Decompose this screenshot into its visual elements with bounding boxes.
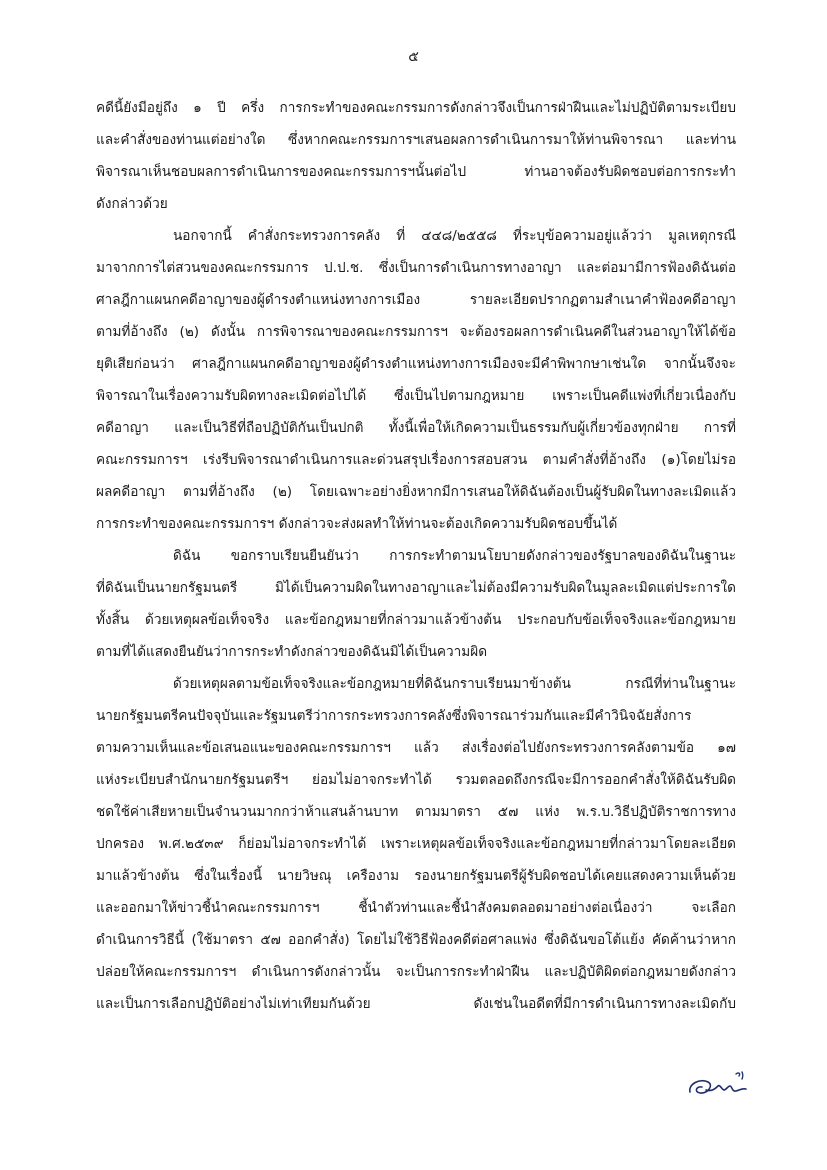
- text-line: มาจากการไต่สวนของคณะกรรมการ ป.ป.ช. ซึ่งเป็นการดำเนินการทางอาญา และต่อมามีการฟ้องดิฉันต่อ: [96, 260, 736, 276]
- text-line: ปล่อยให้คณะกรรมการฯ ดำเนินการดังกล่าวนั้น จะเป็นการกระทำฝ่าฝืน และปฏิบัติผิดต่อกฎหมายดังกล่าว: [96, 964, 736, 980]
- text-line: คณะกรรมการฯ เร่งรีบพิจารณาดำเนินการและด่วนสรุปเรื่องการสอบสวน ตามคำสั่งที่อ้างถึง (๑)โดยไม่รอ: [96, 452, 736, 468]
- text-line: และคำสั่งของท่านแต่อย่างใด ซึ่งหากคณะกรรมการฯเสนอผลการดำเนินการมาให้ท่านพิจารณา และท่าน: [96, 132, 736, 148]
- text-line: ชดใช้ค่าเสียหายเป็นจำนวนมากกว่าห้าแสนล้านบาท ตามมาตรา ๕๗ แห่ง พ.ร.บ.วิธีปฏิบัติราชการทาง: [96, 804, 736, 820]
- paragraph: [96, 540, 736, 668]
- text-line: ด้วยเหตุผลตามข้อเท็จจริงและข้อกฎหมายที่ดิฉันกราบเรียนมาข้างต้น กรณีที่ท่านในฐานะ: [173, 676, 736, 692]
- text-line: คดีนี้ยังมีอยู่ถึง ๑ ปี ครึ่ง การกระทำของคณะกรรมการดังกล่าวจึงเป็นการฝ่าฝืนและไม่ปฏิบัติตามระเบียบ: [96, 100, 736, 116]
- text-line: และออกมาให้ข่าวชี้นำคณะกรรมการฯ ชี้นำตัวท่านและชี้นำสังคมตลอดมาอย่างต่อเนื่องว่า จะเลือก: [96, 900, 736, 916]
- text-line: ศาลฎีกาแผนกคดีอาญาของผู้ดำรงตำแหน่งทางการเมือง รายละเอียดปรากฏตามสำเนาคำฟ้องคดีอาญา: [96, 292, 736, 308]
- paragraph: [96, 668, 736, 1020]
- text-line: แห่งระเบียบสำนักนายกรัฐมนตรีฯ ย่อมไม่อาจกระทำได้ รวมตลอดถึงกรณีจะมีการออกคำสั่งให้ดิฉันรับผิด: [96, 772, 736, 788]
- text-line: ดังกล่าวด้วย: [96, 196, 168, 212]
- text-line: ตามความเห็นและข้อเสนอแนะของคณะกรรมการฯ แล้ว ส่งเรื่องต่อไปยังกระทรวงการคลังตามข้อ ๑๗: [96, 740, 736, 756]
- text-line: ดำเนินการวิธีนี้ (ใช้มาตรา ๕๗ ออกคำสั่ง) โดยไม่ใช้วิธีฟ้องคดีต่อศาลแพ่ง ซึ่งดิฉันขอโต้แย้ง คัดค้านว่าหาก: [96, 932, 736, 948]
- text-line: ยุติเสียก่อนว่า ศาลฎีกาแผนกคดีอาญาของผู้ดำรงตำแหน่งทางการเมืองจะมีคำพิพากษาเช่นใด จากนั้นจึงจะ: [96, 356, 736, 372]
- text-line: นายกรัฐมนตรีคนปัจจุบันและรัฐมนตรีว่าการกระทรวงการคลังซึ่งพิจารณาร่วมกันและมีคำวินิจฉัยสั่งการ: [96, 708, 692, 724]
- text-line: พิจารณาเห็นชอบผลการดำเนินการของคณะกรรมการฯนั้นต่อไป ท่านอาจต้องรับผิดชอบต่อการกระทำ: [96, 164, 736, 180]
- text-line: ที่ดิฉันเป็นนายกรัฐมนตรี มิได้เป็นความผิดในทางอาญาและไม่ต้องมีความรับผิดในมูลละเมิดแต่ประการใด: [96, 580, 736, 596]
- paragraph: [96, 92, 736, 220]
- text-line: ตามที่ได้แสดงยืนยันว่าการกระทำดังกล่าวของดิฉันมิได้เป็นความผิด: [96, 644, 488, 660]
- text-line: และเป็นการเลือกปฏิบัติอย่างไม่เท่าเทียมกันด้วย ดังเช่นในอดีตที่มีการดำเนินการทางละเมิดกับ: [96, 996, 736, 1012]
- body-text: [96, 92, 736, 1020]
- page-number: ๕: [408, 49, 419, 65]
- text-line: มาแล้วข้างต้น ซึ่งในเรื่องนี้ นายวิษณุ เครืองาม รองนายกรัฐมนตรีผู้รับผิดชอบได้เคยแสดงความเห็นด้วย: [96, 868, 736, 884]
- text-line: นอกจากนี้ คำสั่งกระทรวงการคลัง ที่ ๔๔๘/๒๕๕๘ ที่ระบุข้อความอยู่แล้วว่า มูลเหตุกรณี: [173, 228, 736, 244]
- signature-initials: [686, 1068, 750, 1104]
- text-line: ดิฉัน ขอกราบเรียนยืนยันว่า การกระทำตามนโยบายดังกล่าวของรัฐบาลของดิฉันในฐานะ: [173, 548, 736, 564]
- text-line: ผลคดีอาญา ตามที่อ้างถึง (๒) โดยเฉพาะอย่างยิ่งหากมีการเสนอให้ดิฉันต้องเป็นผู้รับผิดในทางละเมิดแล้ว: [96, 484, 736, 500]
- text-line: การกระทำของคณะกรรมการฯ ดังกล่าวจะส่งผลทำให้ท่านจะต้องเกิดความรับผิดชอบขึ้นได้: [96, 516, 618, 532]
- paragraph: [96, 220, 736, 540]
- text-line: ตามที่อ้างถึง (๒) ดังนั้น การพิจารณาของคณะกรรมการฯ จะต้องรอผลการดำเนินคดีในส่วนอาญาให้ได้ข้อ: [96, 324, 736, 340]
- text-line: คดีอาญา และเป็นวิธีที่ถือปฏิบัติกันเป็นปกติ ทั้งนี้เพื่อให้เกิดความเป็นธรรมกับผู้เกี่ยวข้องทุกฝ่าย การที่: [96, 420, 736, 436]
- text-line: ปกครอง พ.ศ.๒๕๓๙ ก็ย่อมไม่อาจกระทำได้ เพราะเหตุผลข้อเท็จจริงและข้อกฎหมายที่กล่าวมาโดยละเอียด: [96, 836, 736, 852]
- text-line: ทั้งสิ้น ด้วยเหตุผลข้อเท็จจริง และข้อกฎหมายที่กล่าวมาแล้วข้างต้น ประกอบกับข้อเท็จจริงและข้อกฎหมาย: [96, 612, 736, 628]
- text-line: พิจารณาในเรื่องความรับผิดทางละเมิดต่อไปได้ ซึ่งเป็นไปตามกฎหมาย เพราะเป็นคดีแพ่งที่เกี่ยวเนื่องกับ: [96, 388, 736, 404]
